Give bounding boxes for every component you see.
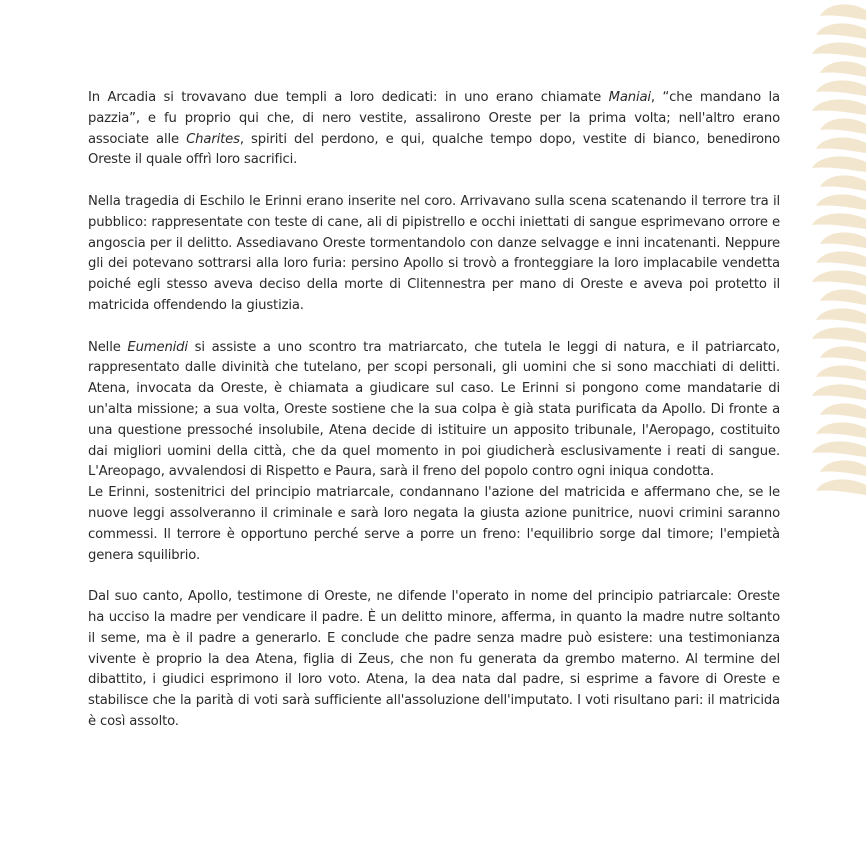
fern-leaflet xyxy=(812,270,866,286)
fern-leaflet xyxy=(812,384,866,400)
text-run: si assiste a uno scontro tra matriarcato, che tutela le leggi di natura, e il patriarcato, rappresentato dalle divinità che tutelano, per scopi personali, gli uomini che si sono macchiati di delitti. Atena, invocata da Oreste, è chiamata a giudicare sul caso. Le Erinni si pongono come mandatarie di un'alta missione; a sua volta, Oreste sostiene che la sua colpa è già stata purificata da Apollo. Di fronte a una questione pressoché insolubile, Atena decide di istituire un apposito tribunale, l'Aeropago, costituito dai migliori uomini della città, che da quel momento in poi giudicherà esclusivamente i reati di sangue. L'Areopago, avvalendosi di Rispetto e Paura, sarà il freno del popolo contro ogni iniqua condotta. xyxy=(88,339,780,480)
fern-leaflet xyxy=(820,175,866,191)
text-run: Nella tragedia di Eschilo le Erinni erano inserite nel coro. Arrivavano sulla scena scatenando il terrore tra il pubblico: rappresentate con teste di cane, ali di pipistrello e occhi iniettati di sangue esprimevano orrore e angoscia per il delitto. Assediavano Oreste tormentandolo con danze selvagge e inni incatenanti. Neppure gli dei potevano sottrarsi alla loro furia: persino Apollo si trovò a fronteggiare la loro implacabile vendetta poiché egli stesso aveva deciso della morte di Clitennestra per mano di Oreste e aveva poi protetto il matricida offendendo la giustizia. xyxy=(88,193,780,313)
fern-leaflet xyxy=(812,42,866,58)
fern-leaflet xyxy=(812,156,866,172)
paragraph xyxy=(88,483,780,566)
text-run: , “che mandano la pazzia”, e fu proprio qui che, di nero vestite, assalirono Oreste per la prima volta; nell'altro erano associate alle xyxy=(88,90,780,147)
paragraph xyxy=(88,192,780,317)
fern-leaf-ornament xyxy=(806,0,866,520)
fern-leaflet xyxy=(816,308,866,324)
italic-term: Eumenidi xyxy=(127,339,188,355)
text-run: In Arcadia si trovavano due templi a loro dedicati: in uno erano chiamate xyxy=(88,90,609,105)
fern-leaflet xyxy=(816,80,866,96)
fern-leaflet xyxy=(816,137,866,153)
paragraph xyxy=(88,587,780,733)
italic-term: Charites xyxy=(186,131,240,147)
fern-leaflet xyxy=(820,118,866,134)
fern-leaflet xyxy=(820,289,866,305)
fern-leaflet xyxy=(820,346,866,362)
fern-leaflet xyxy=(816,365,866,381)
fern-leaflet xyxy=(820,4,866,20)
text-run: Dal suo canto, Apollo, testimone di Oreste, ne difende l'operato in nome del principio patriarcale: Oreste ha ucciso la madre per vendicare il padre. È un delitto minore, afferma, in quanto la madre nutre soltanto il seme, ma è il padre a generarlo. E conclude che padre senza madre può esistere: una testimonianza vivente è proprio la dea Atena, figlia di Zeus, che non fu generata da grembo materno. Al termine del dibattito, i giudici esprimono il loro voto. Atena, la dea nata dal padre, si esprime a favore di Oreste e stabilisce che la parità di voti sarà sufficiente all'assoluzione dell'imputato. I voti risultano pari: il matricida è così assolto. xyxy=(88,589,780,729)
text-run: Le Erinni, sostenitrici del principio matriarcale, condannano l'azione del matricida e affermano che, se le nuove leggi assolveranno il criminale e sarà loro negata la giusta azione punitrice, nuovi crimini saranno commessi. Il terrore è opportuno perché serve a porre un freno: l'equilibrio sorge dal timore; l'empietà genera squilibrio. xyxy=(88,485,780,563)
italic-term: Maniai xyxy=(608,90,651,105)
fern-leaflet xyxy=(820,61,866,77)
fern-leaflet xyxy=(816,194,866,210)
paragraph xyxy=(88,88,780,171)
fern-leaflet xyxy=(812,327,866,343)
fern-leaflet xyxy=(816,479,866,495)
paragraph xyxy=(88,338,780,484)
text-run: Nelle xyxy=(88,339,128,355)
fern-leaflet xyxy=(820,403,866,419)
fern-leaflet xyxy=(812,99,866,115)
fern-leaflet xyxy=(816,251,866,267)
fern-leaflet xyxy=(820,232,866,248)
fern-leaflet xyxy=(820,460,866,476)
fern-leaflet xyxy=(816,422,866,438)
fern-leaflet xyxy=(812,441,866,457)
fern-leaflet xyxy=(816,23,866,39)
body-text xyxy=(88,88,780,754)
text-run: , spiriti del perdono, e qui, qualche tempo dopo, vestite di bianco, benedirono Oreste il quale offrì loro sacrifici. xyxy=(88,131,780,168)
fern-leaflet xyxy=(812,213,866,229)
